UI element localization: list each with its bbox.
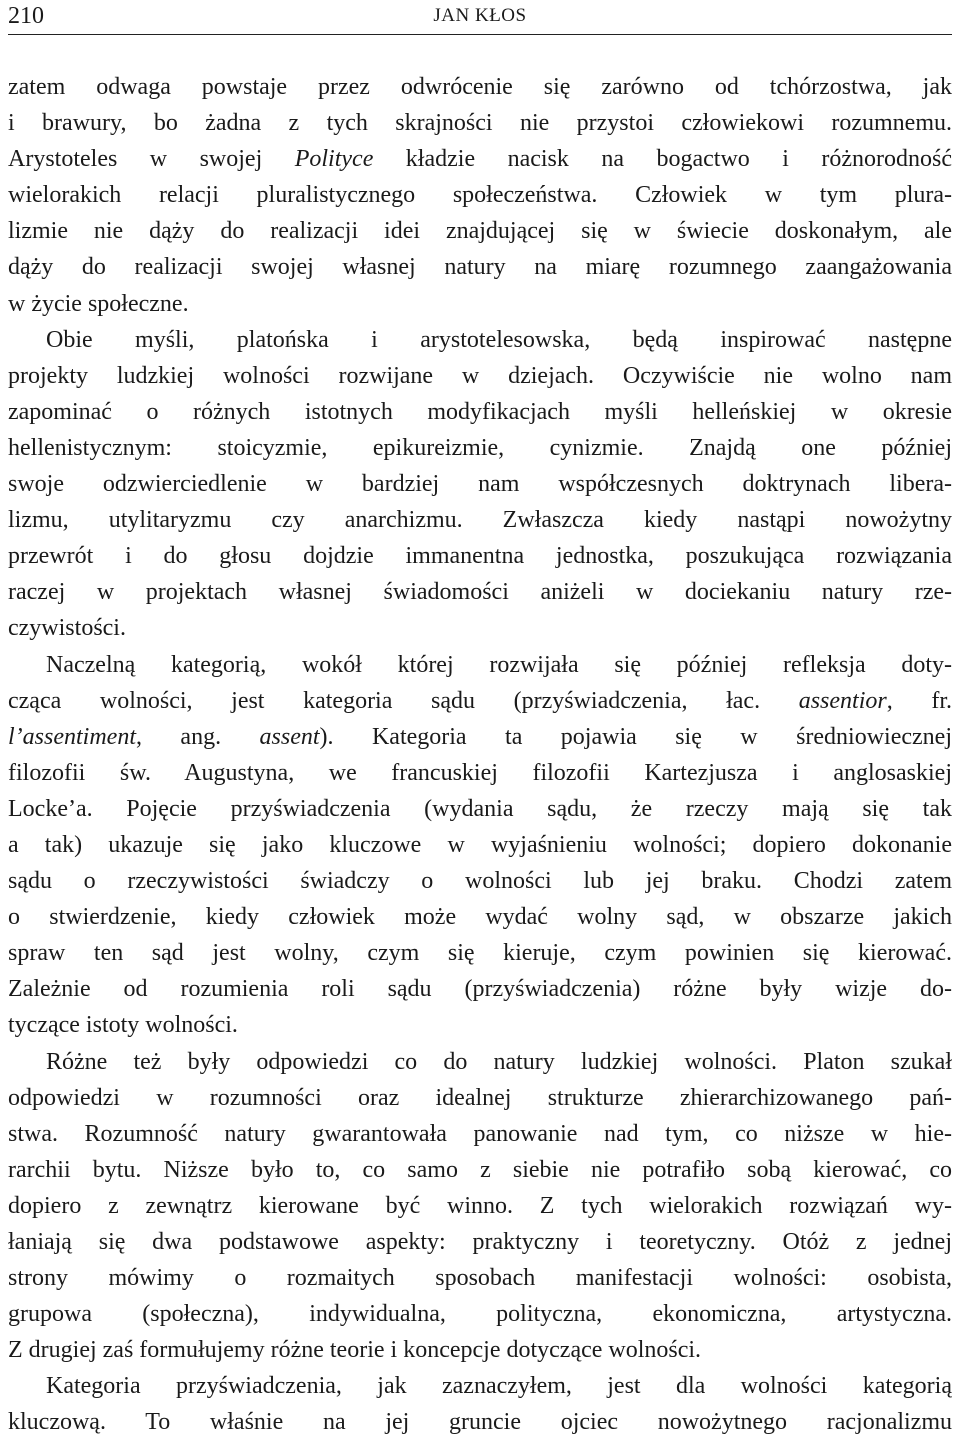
text-segment: sądu o rzeczywistości świadczy o wolności lub jej braku. Chodzi zatem xyxy=(8,868,952,895)
text-segment: raczej w projektach własnej świadomości aniżeli w dociekaniu natury rze- xyxy=(8,579,952,606)
text-line xyxy=(8,1010,952,1046)
text-segment: filozofii św. Augustyna, we francuskiej filozofii Kartezjusza i anglosaskiej xyxy=(8,759,952,786)
text-line xyxy=(8,577,952,613)
text-segment: odpowiedzi w rozumności oraz idealnej strukturze zhierarchizowanego pań- xyxy=(8,1084,952,1111)
text-line xyxy=(8,469,952,505)
text-line xyxy=(8,1083,952,1119)
text-segment: Arystoteles w swojej xyxy=(8,146,295,173)
body-text xyxy=(8,72,952,1444)
text-segment: swoje odzwierciedlenie w bardziej nam współczesnych doktrynach libera- xyxy=(8,471,952,498)
text-segment: hellenistycznym: stoicyzmie, epikureizmie, cynizmie. Znajdą one później xyxy=(8,434,952,461)
text-line xyxy=(8,541,952,577)
text-line xyxy=(8,1227,952,1263)
text-segment: kluczową. To właśnie na jej gruncie ojciec nowożytnego racjonalizmu xyxy=(8,1409,952,1436)
text-line xyxy=(8,1299,952,1335)
text-segment: projekty ludzkiej wolności rozwijane w dziejach. Oczywiście nie wolno nam xyxy=(8,362,952,389)
text-line xyxy=(8,794,952,830)
text-segment: przewrót i do głosu dojdzie immanentna jednostka, poszukująca rozwiązania xyxy=(8,543,952,570)
text-line xyxy=(8,938,952,974)
text-segment: strony mówimy o rozmaitych sposobach manifestacji wolności: osobista, xyxy=(8,1265,952,1292)
page-header xyxy=(8,0,952,35)
italic-text: Polityce xyxy=(294,146,374,173)
text-segment: stwa. Rozumność natury gwarantowała panowanie nad tym, co niższe w hie- xyxy=(8,1120,952,1147)
text-segment: zatem odwaga powstaje przez odwrócenie się zarówno od tchórzostwa, jak xyxy=(8,74,952,100)
text-segment: Naczelną kategorią, wokół której rozwijała się później refleksja doty- xyxy=(46,651,952,678)
text-segment: łaniają się dwa podstawowe aspekty: praktyczny i teoretyczny. Otóż z jednej xyxy=(8,1229,952,1255)
text-line xyxy=(8,72,952,108)
text-segment: rarchii bytu. Niższe było to, co samo z siebie nie potrafiło sobą kierować, co xyxy=(8,1156,952,1183)
italic-text: l’assentiment xyxy=(8,723,136,750)
text-line xyxy=(8,108,952,144)
text-segment: , fr. xyxy=(886,687,952,714)
text-segment: kładzie nacisk na bogactwo i różnorodność xyxy=(373,146,952,173)
text-line xyxy=(8,1263,952,1299)
text-line xyxy=(8,1335,952,1371)
text-segment: Locke’a. Pojęcie przyświadczenia (wydania sądu, że rzeczy mają się tak xyxy=(8,795,952,822)
text-line xyxy=(8,974,952,1010)
text-segment: o stwierdzenie, kiedy człowiek może wydać wolny sąd, w obszarze jakich xyxy=(8,904,952,931)
text-segment: w życie społeczne. xyxy=(8,290,189,317)
text-line xyxy=(8,758,952,794)
text-line xyxy=(8,216,952,252)
text-line xyxy=(8,650,952,686)
text-line xyxy=(8,289,952,325)
text-segment: dopiero z zewnątrz kierowane być winno. Z tych wielorakich rozwiązań wy- xyxy=(8,1192,952,1219)
text-line xyxy=(8,361,952,397)
text-line xyxy=(8,1407,952,1443)
text-line xyxy=(8,397,952,433)
text-line xyxy=(8,722,952,758)
text-segment: wielorakich relacji pluralistycznego społeczeństwa. Człowiek w tym plura- xyxy=(8,182,952,209)
text-line xyxy=(8,1047,952,1083)
text-segment: tyczące istoty wolności. xyxy=(8,1012,238,1039)
text-line xyxy=(8,902,952,938)
text-line xyxy=(8,686,952,722)
text-segment: lizmu, utylitaryzmu czy anarchizmu. Zwłaszcza kiedy nastąpi nowożytny xyxy=(8,507,952,534)
text-line xyxy=(8,325,952,361)
text-line xyxy=(8,505,952,541)
text-line xyxy=(8,252,952,288)
running-head: JAN KŁOS xyxy=(433,5,527,26)
text-line xyxy=(8,433,952,469)
italic-text: assentior xyxy=(798,687,887,714)
italic-text: assent xyxy=(259,723,320,750)
text-segment: Z drugiej zaś formułujemy różne teorie i koncepcje dotyczące wolności. xyxy=(8,1337,702,1364)
text-line xyxy=(8,830,952,866)
text-segment: Różne też były odpowiedzi co do natury ludzkiej wolności. Platon szukał xyxy=(46,1048,952,1075)
text-line xyxy=(8,180,952,216)
text-segment: cząca wolności, jest kategoria sądu (przyświadczenia, łac. xyxy=(8,687,799,714)
text-line xyxy=(8,144,952,180)
page-number: 210 xyxy=(8,3,44,29)
text-segment: dąży do realizacji swojej własnej natury na miarę rozumnego zaangażowania xyxy=(8,254,952,281)
text-segment: spraw ten sąd jest wolny, czym się kieruje, czym powinien się kierować. xyxy=(8,940,952,967)
text-segment: , ang. xyxy=(135,723,260,750)
text-segment: i brawury, bo żadna z tych skrajności nie przystoi człowiekowi rozumnemu. xyxy=(8,110,952,137)
text-segment: Obie myśli, platońska i arystotelesowska, będą inspirować następne xyxy=(46,326,952,353)
text-line xyxy=(8,1191,952,1227)
text-segment: Zależnie od rozumienia roli sądu (przyświadczenia) różne były wizje do- xyxy=(8,976,952,1003)
text-segment: zapominać o różnych istotnych modyfikacjach myśli helleńskiej w okresie xyxy=(8,398,952,425)
text-segment: czywistości. xyxy=(8,615,126,642)
text-line xyxy=(8,866,952,902)
text-line xyxy=(8,1371,952,1407)
text-segment: ). Kategoria ta pojawia się w średniowiecznej xyxy=(319,723,952,750)
text-line xyxy=(8,613,952,649)
text-line xyxy=(8,1119,952,1155)
text-segment: Kategoria przyświadczenia, jak zaznaczyłem, jest dla wolności kategorią xyxy=(46,1373,952,1400)
text-line xyxy=(8,1155,952,1191)
text-segment: a tak) ukazuje się jako kluczowe w wyjaśnieniu wolności; dopiero dokonanie xyxy=(8,831,952,858)
text-segment: grupowa (społeczna), indywidualna, polityczna, ekonomiczna, artystyczna. xyxy=(8,1301,952,1328)
text-segment: lizmie nie dąży do realizacji idei znajdującej się w świecie doskonałym, ale xyxy=(8,218,952,245)
